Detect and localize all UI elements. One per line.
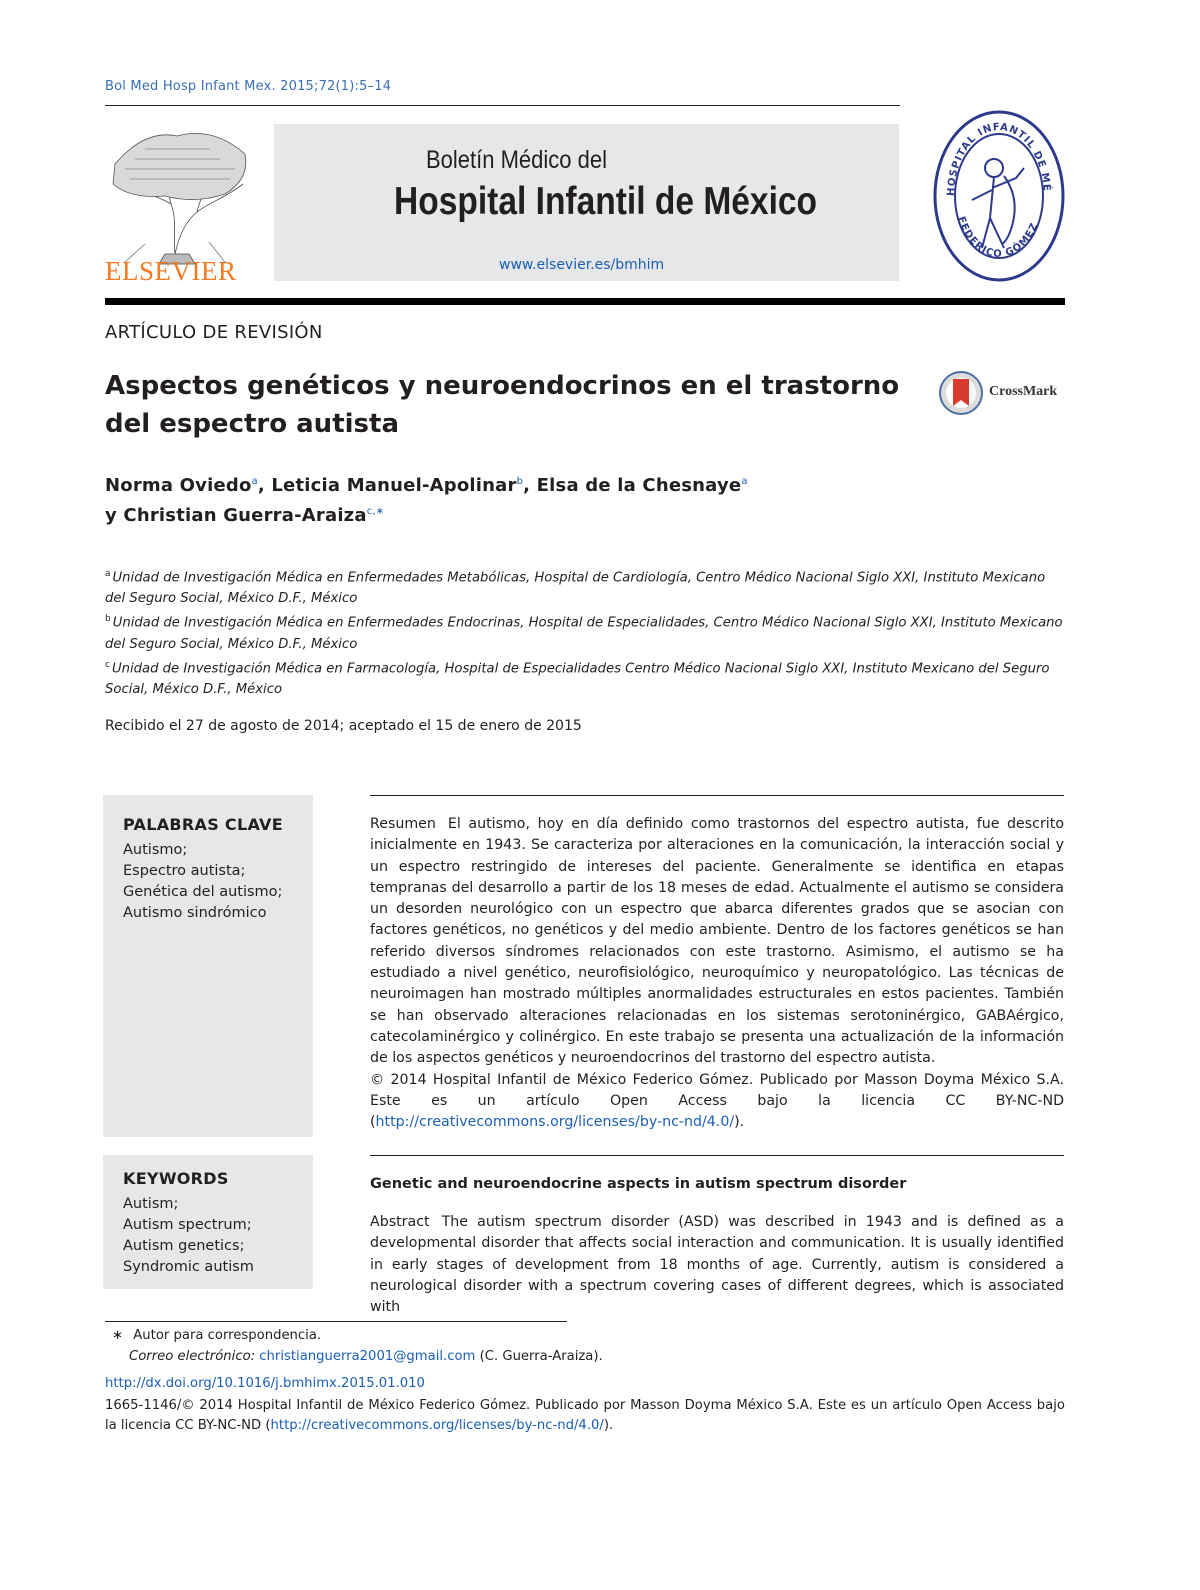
journal-url-link[interactable]: www.elsevier.es/bmhim (499, 257, 665, 273)
issn-copyright: 1665-1146/© 2014 Hospital Infantil de México Federico Gómez. Publicado por Masson Doyma México S.A. Este es un artículo Open Access bajo la licencia CC BY-NC-ND (http://creativecommons.org/licenses/by-nc-nd/4.0/). (105, 1398, 1065, 1433)
author-name[interactable]: Leticia Manuel-Apolinar (271, 475, 517, 496)
license-link[interactable]: http://creativecommons.org/licenses/by-nc-nd/4.0/ (375, 1114, 735, 1131)
article-type-label: ARTÍCULO DE REVISIÓN (105, 322, 323, 343)
crossmark-badge[interactable] (937, 370, 1065, 416)
resumen-block: Resumen El autismo, hoy en día definido como trastornos del espectro autista, fue descrito inicialmente en 1943. Se caracteriza por alteraciones en la comunicación, la interacción social y un espectro restringido de intereses del paciente. Generalmente se identifica en etapas tempranas del desarrollo a partir de los 18 meses de edad. Actualmente el autismo se considera un desorden neurológico con un espectro que abarca diferentes grados que se asocian con factores genéticos, no genéticos y del medio ambiente. Dentro de los factores genéticos se han referido diversos síndromes relacionados con este trastorno. Asimismo, el autismo se ha estudiado a nivel genético, neurofisiológico, neuroquímico y neuropatológico. Las técnicas de neuroimagen han mostrado múltiples anormalidades estructurales en estos pacientes. También se han observado alteraciones relacionadas en los sistemas serotoninérgico, GABAérgico, catecolaminérgico y colinérgico. En este trabajo se presenta una actualización de la información de los aspectos genéticos y neuroendocrinos del trastorno del espectro autista. © 2014 Hospital Infantil de México Federico Gómez. Publicado por Masson Doyma México S.A. Este es un artículo Open Access bajo la licencia CC BY-NC-ND (http://creativecommons.org/licenses/by-nc-nd/4.0/). (370, 816, 1064, 1131)
authors-line-2: y Christian Guerra-Araiza$^{c,∗}$ (105, 505, 385, 526)
journal-banner (274, 124, 899, 281)
footnote-marker: ∗ (112, 1328, 124, 1343)
author-affil-mark[interactable]: c,∗ (366, 506, 385, 517)
hospital-seal-icon (932, 108, 1066, 284)
author-name[interactable]: Norma Oviedo (105, 475, 252, 496)
keywords-heading: KEYWORDS (123, 1169, 229, 1188)
keywords-heading: PALABRAS CLAVE (123, 815, 283, 834)
crossmark-label: CrossMark (989, 384, 1058, 399)
english-title: Genetic and neuroendocrine aspects in autism spectrum disorder (370, 1176, 907, 1192)
abstract-label: Abstract (370, 1214, 430, 1230)
received-dates: Recibido el 27 de agosto de 2014; aceptado el 15 de enero de 2015 (105, 718, 582, 734)
journal-name-line2: Hospital Infantil de México (394, 180, 818, 223)
keyword-item: Autism; (123, 1196, 179, 1212)
elsevier-wordmark: ELSEVIER (105, 256, 237, 286)
journal-citation: Bol Med Hosp Infant Mex. 2015;72(1):5–14 (105, 79, 392, 94)
abstract-rule (370, 1155, 1064, 1156)
keyword-item: Genética del autismo; (123, 884, 283, 900)
keyword-item: Autism genetics; (123, 1238, 245, 1254)
svg-text:FEDERICO GÓMEZ: FEDERICO GÓMEZ (955, 215, 1041, 261)
svg-text:HOSPITAL INFANTIL DE MÉXICO: HOSPITAL INFANTIL DE MÉ (945, 121, 1052, 197)
author-name[interactable]: Elsa de la Chesnaye (536, 475, 742, 496)
affiliation-item: $^b$ Unidad de Investigación Médica en Enfermedades Endocrinas, Hospital de Especialidades, Centro Médico Nacional Siglo XXI, Instituto Mexicano del Seguro Social, México D.F., México (105, 614, 1063, 652)
footnote-rule (105, 1321, 567, 1322)
author-affil-mark[interactable]: b (516, 476, 524, 487)
keyword-item: Autism spectrum; (123, 1217, 252, 1233)
elsevier-logo (105, 124, 250, 284)
author-list (105, 469, 925, 529)
keyword-item: Espectro autista; (123, 863, 246, 879)
hospital-seal-logo (932, 108, 1066, 284)
affiliation-item: $^a$ Unidad de Investigación Médica en Enfermedades Metabólicas, Hospital de Cardiología, Centro Médico Nacional Siglo XXI, Instituto Mexicano del Seguro Social, México D.F., México (105, 569, 1046, 607)
corresponding-footnote: ∗ Autor para correspondencia. (112, 1328, 322, 1343)
abstract-block (370, 1212, 1064, 1316)
abstract-text: The autism spectrum disorder (ASD) was described in 1943 and is defined as a developmental disorder that affects social interaction and communication. It is usually identified in early stages of development from 18 months of age. Currently, autism is considered a neurological disorder with a spectrum covering cases of different degrees, which is associated with (370, 1214, 1064, 1316)
email-link[interactable]: christianguerra2001@gmail.com (259, 1349, 476, 1364)
copyright-text: © 2014 Hospital Infantil de México Federico Gómez. Publicado por Masson Doyma México S.A. Este es un artículo Open Access bajo la licencia CC BY-NC-ND ( (370, 1071, 1064, 1131)
keyword-item: Autismo; (123, 842, 188, 858)
journal-name-line1: Boletín Médico del (426, 146, 608, 174)
crossmark-icon (937, 370, 987, 416)
resumen-rule (370, 795, 1064, 796)
keyword-item: Syndromic autism (123, 1259, 254, 1275)
authors-line-1: Norma Oviedo$^a$, Leticia Manuel-Apolinar$^b$, Elsa de la Chesnaye$^a$ (105, 475, 748, 496)
header-thick-rule (105, 298, 1065, 305)
issn-license-link[interactable]: http://creativecommons.org/licenses/by-nc-nd/4.0/ (270, 1418, 604, 1433)
resumen-text: El autismo, hoy en día definido como trastornos del espectro autista, fue descrito inicialmente en 1943. Se caracteriza por alteraciones en la comunicación, la interacción social y un espectro restringido de intereses del paciente. Generalmente se identifica en etapas tempranas del desarrollo a partir de los 18 meses de edad. Actualmente el autismo se considera un desorden neurológico con un espectro que abarca diferentes grados que se asocian con factores genéticos, no genéticos y del medio ambiente. Dentro de los factores genéticos se han referido diversos síndromes relacionados con este trastorno. Asimismo, el autismo se ha estudiado a nivel genético, neurofisiológico, neuroquímico y neuropatológico. Las técnicas de neuroimagen han mostrado múltiples anormalidades estructurales en estos pacientes. También se han observado alteraciones relacionadas en los sistemas serotoninérgico, GABAérgico, catecolaminérgico y colinérgico. En este trabajo se presenta una actualización de la información de los aspectos genéticos y neuroendocrinos del trastorno del espectro autista. (370, 816, 1064, 1067)
resumen-label: Resumen (370, 816, 436, 832)
author-affil-mark[interactable]: a (251, 476, 258, 487)
article-title: Aspectos genéticos y neuroendocrinos en el trastorno del espectro autista (105, 371, 900, 439)
author-name[interactable]: Christian Guerra-Araiza (123, 505, 367, 526)
doi-link[interactable]: http://dx.doi.org/10.1016/j.bmhimx.2015.01.010 (105, 1376, 425, 1391)
keyword-item: Autismo sindrómico (123, 905, 267, 921)
affiliation-item: $^c$ Unidad de Investigación Médica en Farmacología, Hospital de Especialidades Centro Médico Nacional Siglo XXI, Instituto Mexicano del Seguro Social, México D.F., México (105, 659, 1050, 698)
email-footnote: Correo electrónico: christianguerra2001@gmail.com (C. Guerra-Araiza). (129, 1349, 603, 1364)
author-affil-mark[interactable]: a (741, 476, 748, 487)
keywords-box-en (103, 1155, 313, 1289)
keywords-box-es (103, 795, 313, 1137)
affiliations (105, 564, 1065, 700)
header-rule (105, 105, 900, 106)
